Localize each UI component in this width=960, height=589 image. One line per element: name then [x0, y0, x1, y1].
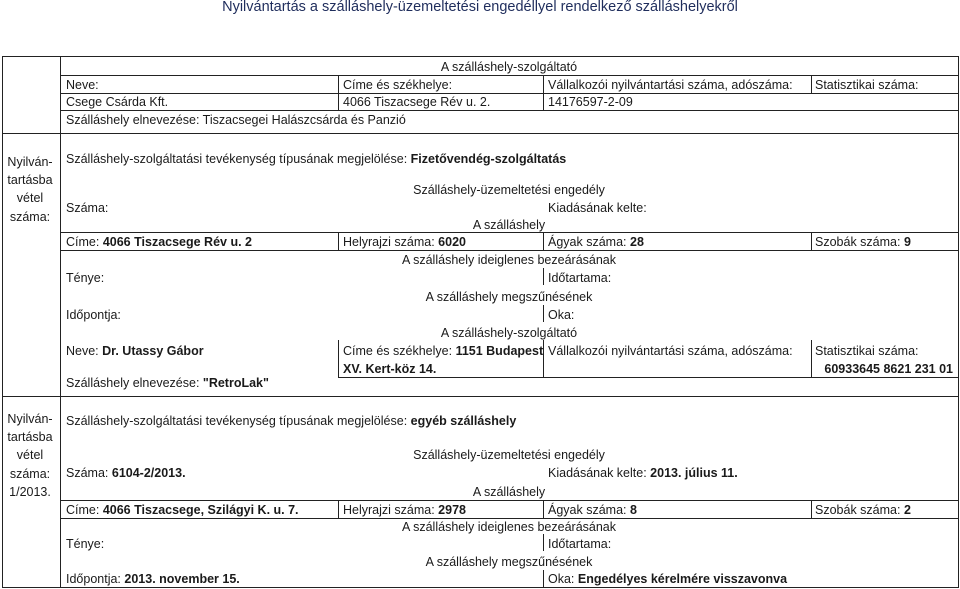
- frame-right-line: [958, 56, 959, 588]
- rec2-left-label: Nyilván- tartásba vétel száma: 1/2013.: [1, 410, 59, 501]
- rec1-row-line: [60, 250, 958, 251]
- top-col-line: [811, 75, 812, 93]
- top-col-line: [543, 75, 544, 110]
- rec1-provider-address-cell: Címe és székhelye: 1151 Budapest: [343, 344, 544, 358]
- rec1-provider-stat: 60933645 8621 231 01: [824, 362, 953, 376]
- rec1-activity-value: Fizetővendég-szolgáltatás: [410, 152, 567, 166]
- rec1-lot-cell: Helyrajzi száma: 6020: [343, 235, 466, 249]
- rec1-fact-label: Ténye:: [66, 271, 105, 285]
- rec1-provider-name-cell: Neve: Dr. Utassy Gábor: [66, 344, 204, 358]
- rec1-issue-label: Kiadásának kelte:: [548, 201, 647, 215]
- rec1-beds-cell: Ágyak száma: 28: [548, 235, 644, 249]
- rec2-temp-header: A szálláshely ideiglenes bezeárásának: [401, 520, 617, 534]
- frame-left-line: [2, 56, 3, 588]
- rec2-issue-value: 2013. július 11.: [650, 466, 738, 480]
- col-name-label: Neve:: [66, 78, 99, 92]
- rec1-provider-address-2: XV. Kert-köz 14.: [343, 362, 437, 376]
- rec2-col-line: [338, 500, 339, 518]
- rec2-row-line: [60, 518, 958, 519]
- rec2-rooms-cell: Szobák száma: 2: [815, 503, 911, 517]
- rec2-reason-cell: Oka: Engedélyes kérelmére visszavonva: [548, 572, 788, 586]
- rec1-provider-header: A szálláshely-szolgáltató: [440, 326, 578, 340]
- lodging-name-value: Tiszacsegei Halászcsárda és Panzió: [202, 113, 406, 127]
- rec1-provider-lodging-cell: Szálláshely elnevezése: "RetroLak": [66, 376, 269, 390]
- provider-header: A szálláshely-szolgáltató: [440, 60, 578, 74]
- rec2-activity-row: [66, 414, 516, 428]
- rec2-lodging-header: A szálláshely: [472, 485, 546, 499]
- rec1-date-label: Időpontja:: [66, 308, 121, 322]
- rec2-date-cell: Időpontja: 2013. november 15.: [66, 572, 240, 586]
- rec2-rooms-value: 2: [903, 503, 911, 517]
- frame-bottom-line: [2, 587, 959, 588]
- rec2-permit-no-cell: Száma: 6104-2/2013.: [66, 466, 186, 480]
- rec2-col-line: [543, 534, 544, 551]
- rec1-beds-value: 28: [630, 235, 644, 249]
- rec2-duration-label: Időtartama:: [548, 537, 612, 551]
- left-column-line: [60, 56, 61, 588]
- rec2-beds-cell: Ágyak száma: 8: [548, 503, 637, 517]
- rec1-provider-name: Dr. Utassy Gábor: [102, 344, 204, 358]
- rec2-beds-value: 8: [630, 503, 637, 517]
- top-col-line: [338, 75, 339, 110]
- rec1-activity-row: [66, 152, 566, 166]
- rec2-row-line: [60, 500, 958, 501]
- rec1-rooms-cell: Szobák száma: 9: [815, 235, 911, 249]
- rec1-col-line: [543, 340, 544, 377]
- rec1-col-line: [543, 232, 544, 250]
- top-row-line: [60, 110, 958, 111]
- rec2-fact-label: Ténye:: [66, 537, 105, 551]
- rec1-activity-label: Szálláshely-szolgáltatási tevékenység típusának megjelölése:: [66, 152, 408, 166]
- provider-regno: 14176597-2-09: [548, 95, 633, 109]
- rec2-address-value: 4066 Tiszacsege, Szilágyi K. u. 7.: [102, 503, 299, 517]
- rec1-col-line: [543, 305, 544, 322]
- rec2-activity-label: Szálláshely-szolgáltatási tevékenység típusának megjelölése:: [66, 414, 408, 428]
- col-regno-label: Vállalkozói nyilvántartási száma, adószáma:: [548, 78, 793, 92]
- rec2-col-line: [811, 500, 812, 518]
- rec1-address-cell: Címe: 4066 Tiszacsege Rév u. 2: [66, 235, 252, 249]
- provider-name: Csege Csárda Kft.: [66, 95, 169, 109]
- rec2-permit-no: 6104-2/2013.: [111, 466, 186, 480]
- rec2-record-number: 1/2013.: [9, 484, 51, 499]
- rec1-provider-lodging: "RetroLak": [202, 376, 269, 390]
- top-row-line: [60, 93, 958, 94]
- rec2-issue-cell: Kiadásának kelte: 2013. július 11.: [548, 466, 738, 480]
- rec2-date-value: 2013. november 15.: [124, 572, 240, 586]
- frame-top-line: [2, 56, 959, 57]
- rec1-provider-stat-label: Statisztikai száma:: [815, 344, 919, 358]
- rec2-reason-value: Engedélyes kérelmére visszavonva: [577, 572, 788, 586]
- rec1-row-line: [338, 377, 958, 378]
- rec2-lot-cell: Helyrajzi száma: 2978: [343, 503, 466, 517]
- rec1-permit-header: Szálláshely-üzemeltetési engedély: [413, 183, 605, 197]
- page-title: Nyilvántartás a szálláshely-üzemeltetési engedéllyel rendelkező szálláshelyekről: [222, 0, 738, 15]
- rec1-duration-label: Időtartama:: [548, 271, 612, 285]
- rec1-address-value: 4066 Tiszacsege Rév u. 2: [102, 235, 252, 249]
- rec2-permit-header: Szálláshely-üzemeltetési engedély: [413, 448, 605, 462]
- rec1-col-line: [811, 232, 812, 250]
- rec1-lot-value: 6020: [438, 235, 466, 249]
- col-address-label: Címe és székhelye:: [343, 78, 453, 92]
- lodging-name-label: Szálláshely elnevezése:: [66, 113, 200, 127]
- rec2-col-line: [543, 570, 544, 587]
- rec1-provider-regno-label: Vállalkozói nyilvántartási száma, adószáma:: [548, 344, 793, 358]
- section-divider: [2, 396, 959, 397]
- rec2-lot-value: 2978: [438, 503, 466, 517]
- rec1-end-header: A szálláshely megszűnésének: [425, 290, 593, 304]
- top-row-line: [60, 75, 958, 76]
- rec2-address-cell: Címe: 4066 Tiszacsege, Szilágyi K. u. 7.: [66, 503, 299, 517]
- rec2-activity-value: egyéb szálláshely: [410, 414, 517, 428]
- rec1-reason-label: Oka:: [548, 308, 575, 322]
- section-divider: [2, 133, 959, 134]
- rec2-col-line: [543, 500, 544, 518]
- rec1-col-line: [543, 268, 544, 285]
- rec1-left-label: Nyilván- tartásba vétel száma:: [7, 155, 53, 224]
- rec1-provider-address-1: 1151 Budapest: [455, 344, 544, 358]
- rec1-temp-header: A szálláshely ideiglenes bezeárásának: [401, 253, 617, 267]
- col-stat-label: Statisztikai száma:: [815, 78, 919, 92]
- rec1-lodging-header: A szálláshely: [472, 218, 546, 232]
- rec1-permit-no-label: Száma:: [66, 201, 109, 215]
- rec1-col-line: [338, 340, 339, 377]
- rec2-end-header: A szálláshely megszűnésének: [425, 555, 593, 569]
- provider-address: 4066 Tiszacsege Rév u. 2.: [343, 95, 491, 109]
- lodging-name-row: [66, 113, 406, 127]
- rec1-row-line: [60, 232, 958, 233]
- rec1-col-line: [338, 232, 339, 250]
- rec1-rooms-value: 9: [903, 235, 911, 249]
